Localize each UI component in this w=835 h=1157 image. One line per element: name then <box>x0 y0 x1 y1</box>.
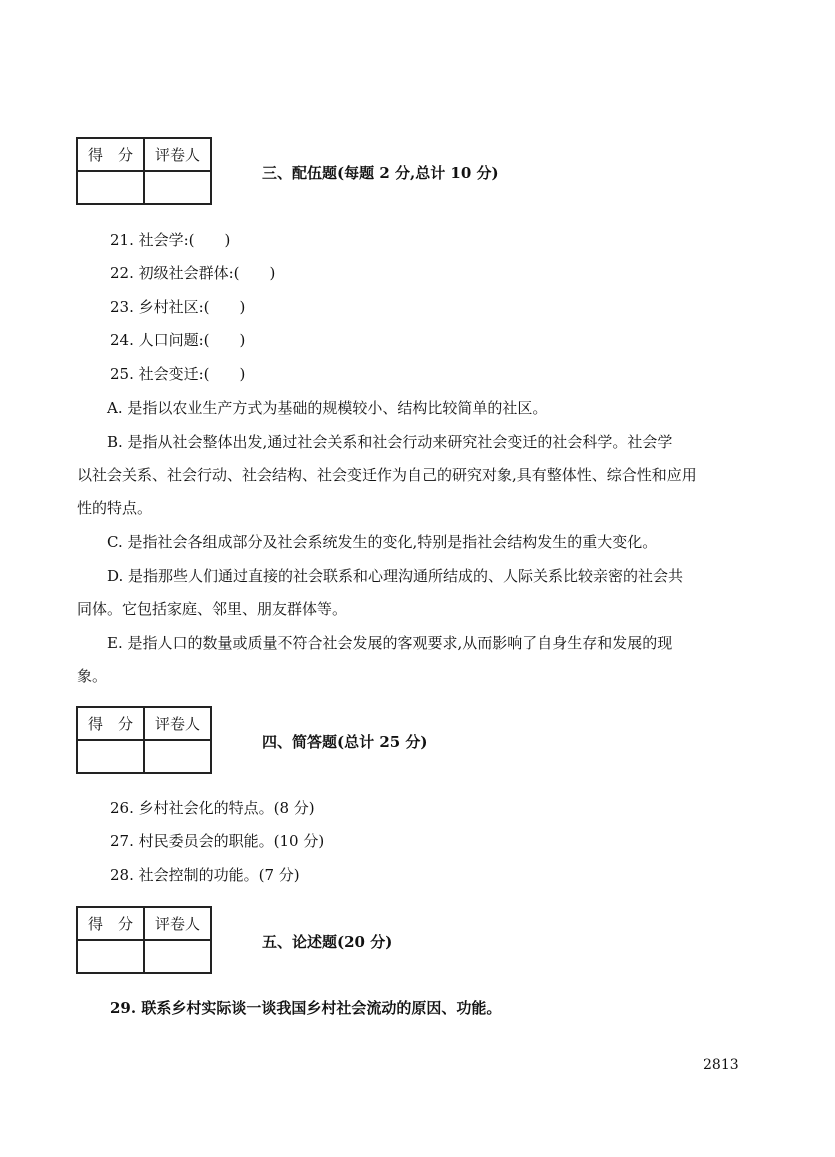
question-25: 25. 社会变迁:( ) <box>110 365 246 383</box>
question-26: 26. 乡村社会化的特点。(8 分) <box>110 799 315 817</box>
option-d-line1: D. 是指那些人们通过直接的社会联系和心理沟通所结成的、人际关系比较亲密的社会共 <box>107 567 684 585</box>
score-box-section4 <box>76 706 212 774</box>
grader-cell <box>144 940 211 973</box>
question-22: 22. 初级社会群体:( ) <box>110 264 276 282</box>
score-cell <box>77 740 144 773</box>
option-b-line2: 以社会关系、社会行动、社会结构、社会变迁作为自己的研究对象,具有整体性、综合性和应用 <box>77 466 697 484</box>
option-e-line1: E. 是指人口的数量或质量不符合社会发展的客观要求,从而影响了自身生存和发展的现 <box>107 634 673 652</box>
option-a: A. 是指以农业生产方式为基础的规模较小、结构比较简单的社区。 <box>107 399 548 417</box>
option-b-line3: 性的特点。 <box>77 499 153 517</box>
score-label: 得 分 <box>77 138 144 171</box>
grader-cell <box>144 740 211 773</box>
page-number: 2813 <box>703 1057 739 1073</box>
score-label: 得 分 <box>77 907 144 940</box>
question-23: 23. 乡村社区:( ) <box>110 298 246 316</box>
grader-cell <box>144 171 211 204</box>
score-cell <box>77 171 144 204</box>
section5-title: 五、论述题(20 分) <box>262 933 393 951</box>
option-d-line2: 同体。它包括家庭、邻里、朋友群体等。 <box>77 600 348 618</box>
score-box-section3 <box>76 137 212 205</box>
grader-label: 评卷人 <box>144 907 211 940</box>
question-24: 24. 人口问题:( ) <box>110 331 246 349</box>
score-label: 得 分 <box>77 707 144 740</box>
option-c: C. 是指社会各组成部分及社会系统发生的变化,特别是指社会结构发生的重大变化。 <box>107 533 658 551</box>
option-b-line1: B. 是指从社会整体出发,通过社会关系和社会行动来研究社会变迁的社会科学。社会学 <box>107 433 673 451</box>
score-cell <box>77 940 144 973</box>
question-28: 28. 社会控制的功能。(7 分) <box>110 866 300 884</box>
grader-label: 评卷人 <box>144 138 211 171</box>
score-box-section5 <box>76 906 212 974</box>
question-21: 21. 社会学:( ) <box>110 231 231 249</box>
grader-label: 评卷人 <box>144 707 211 740</box>
question-27: 27. 村民委员会的职能。(10 分) <box>110 832 325 850</box>
option-e-line2: 象。 <box>77 667 108 685</box>
section4-title: 四、简答题(总计 25 分) <box>262 733 428 751</box>
question-29: 29. 联系乡村实际谈一谈我国乡村社会流动的原因、功能。 <box>110 999 502 1017</box>
section3-title: 三、配伍题(每题 2 分,总计 10 分) <box>262 164 499 182</box>
